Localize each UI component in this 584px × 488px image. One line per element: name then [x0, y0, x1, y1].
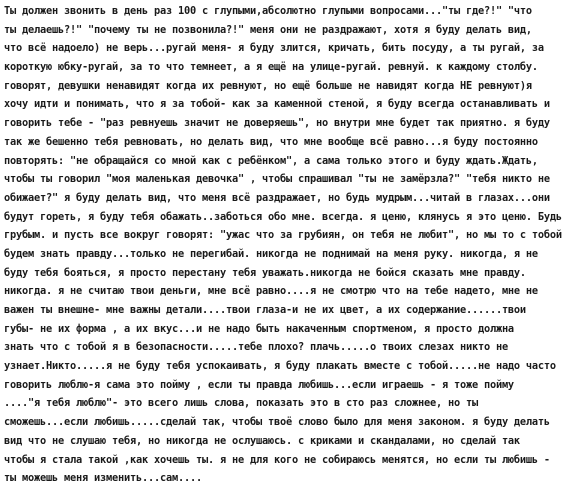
text-line: повторять: "не обращайся со мной как с ребёнком", а сама только этого и буду ждать.Ждать,	[4, 154, 538, 167]
text-line: важен ты внешне- мне важны детали....твои глаза-и не их цвет, а их содержание......твои	[4, 304, 526, 316]
text-line: знать что с тобой я в безопасности.....тебе плохо? плачь.....о твоих слезах никто не	[4, 341, 508, 354]
text-line: губы- не их форма , а их вкус...и не надо быть накаченным спортменом, я просто должна	[4, 322, 514, 335]
text-block	[4, 2, 582, 488]
text-line: будем знать правду...только не перегибай. никогда не поднимай на меня руку. никогда, я не	[4, 247, 538, 260]
text-line: хочу идти и понимать, что я за тобой- как за каменной стеной, я буду всегда останавливать и	[4, 98, 550, 111]
text-line: узнает.Никто.....я не буду тебя успокаивать, я буду плакать вместе с тобой.....не надо часто	[4, 360, 556, 373]
text-line: Ты должен звонить в день раз 100 с глупыми,абсолютно глупыми вопросами..."ты где?!" "что	[4, 5, 532, 17]
text-line: так же бешенно тебя ревновать, но делать вид, что мне вообще всё равно...я буду постоянно	[4, 135, 538, 148]
text-line: никогда. я не считаю твои деньги, мне всё равно....я не смотрю что на тебе надето, мне не	[4, 285, 538, 298]
text-line: говорить тебе - "раз ревнуешь значит не доверяешь", но внутри мне будет так приятно. я буду	[4, 117, 550, 130]
text-line: буду тебя бояться, я просто перестану тебя уважать.никогда не бойся сказать мне правду.	[4, 266, 526, 279]
text-line: говорить люблю-я сама это пойму , если ты правда любишь...если играешь - я тоже пойму	[4, 378, 514, 391]
text-line: чтобы я стала такой ,как хочешь ты. я не для кого не собираюсь менятся, но если ты любишь -	[4, 453, 550, 466]
text-line: вид что не слушаю тебя, но никогда не ослушаюсь. с криками и скандалами, но сделай так	[4, 434, 520, 447]
text-line: грубым. и пусть все вокруг говорят: "ужас что за грубиян, он тебя не любит", но мы то с тобой	[4, 229, 562, 242]
text-line: говорят, девушки ненавидят когда их ревнуют, но ещё больше не навидят когда НЕ ревнуют)я	[4, 79, 532, 92]
text-line: обижает?" я буду делать вид, что меня всё раздражает, но будь мудрым...читай в глазах...они	[4, 191, 550, 204]
text-line: ...."я тебя люблю"- это всего лишь слова, показать это в сто раз сложнее, но ты	[4, 397, 478, 410]
text-line: чтобы ты говорил "моя маленькая девочка" , чтобы спрашивал "ты не замёрзла?" "тебя никто не	[4, 173, 550, 186]
text-line: что всё надоело) не верь...ругай меня- я буду злится, кричать, бить посуду, а ты ругай, за	[4, 42, 544, 55]
text-line: короткую юбку-ругай, за то что темнеет, а я ещё на улице-ругай. ревнуй. к каждому столбу.	[4, 61, 538, 74]
text-line: сможешь...если любишь.....сделай так, чтобы твоё слово было для меня законом. я буду делать	[4, 416, 550, 429]
text-line: ты делаешь?!" "почему ты не позвонила?!" меня они не раздражают, хотя я буду делать вид,	[4, 23, 532, 36]
text-line: будут гореть, я буду тебя обажать..заботься обо мне. всегда. я ценю, клянусь я это ценю. Будь	[4, 210, 562, 223]
text-line: ты можешь меня изменить...сам....	[4, 472, 202, 485]
